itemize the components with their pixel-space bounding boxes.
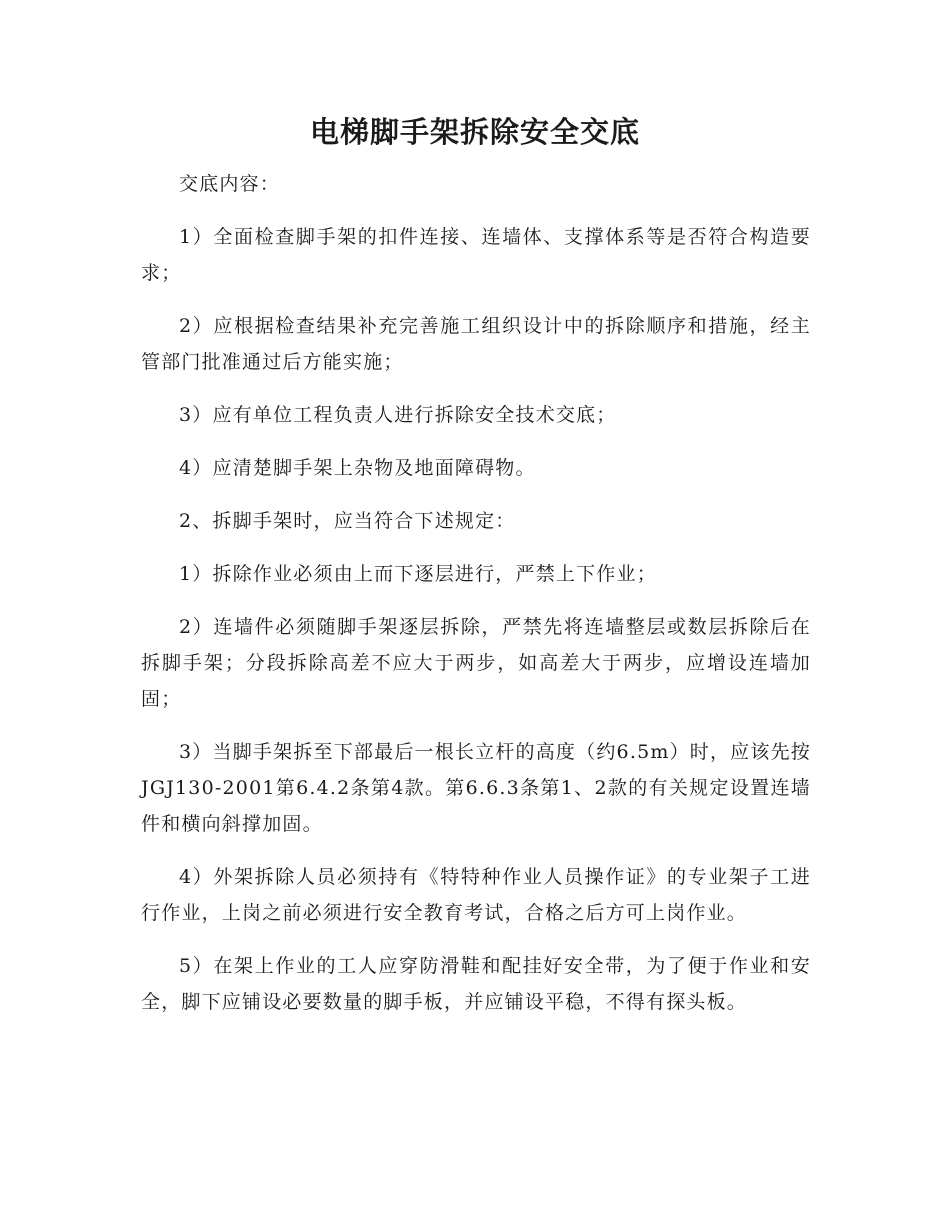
paragraph-safety-gear: 5）在架上作业的工人应穿防滑鞋和配挂好安全带，为了便于作业和安全，脚下应铺设必要数量的脚手板，并应铺设平稳，不得有探头板。	[141, 955, 811, 1013]
paragraph-last-pole: 3）当脚手架拆至下部最后一根长立杆的高度（约6.5m）时，应该先按JGJ130-2001第6.4.2条第4款。第6.6.3条第1、2款的有关规定设置连墙件和横向斜撑加固。	[141, 741, 811, 835]
document-body	[141, 166, 811, 1037]
document-title: 电梯脚手架拆除安全交底	[309, 115, 640, 149]
paragraph-top-down: 1）拆除作业必须由上而下逐层进行，严禁上下作业；	[179, 563, 657, 585]
section-heading-regulations: 2、拆脚手架时，应当符合下述规定：	[179, 510, 516, 532]
paragraph-safety-briefing: 3）应有单位工程负责人进行拆除安全技术交底；	[179, 404, 617, 426]
paragraph-wall-ties: 2）连墙件必须随脚手架逐层拆除，严禁先将连墙整层或数层拆除后在拆脚手架；分段拆除高差不应大于两步，如高差大于两步，应增设连墙加固；	[141, 616, 811, 710]
paragraph-clear-obstacles: 4）应清楚脚手架上杂物及地面障碍物。	[179, 457, 536, 479]
paragraph-check-fasteners: 1）全面检查脚手架的扣件连接、连墙体、支撑体系等是否符合构造要求；	[141, 226, 811, 284]
intro-heading: 交底内容：	[179, 173, 281, 195]
paragraph-certified-workers: 4）外架拆除人员必须持有《特特种作业人员操作证》的专业架子工进行作业，上岗之前必须进行安全教育考试，合格之后方可上岗作业。	[141, 866, 811, 924]
paragraph-demolition-plan: 2）应根据检查结果补充完善施工组织设计中的拆除顺序和措施，经主管部门批准通过后方能实施；	[141, 315, 811, 373]
